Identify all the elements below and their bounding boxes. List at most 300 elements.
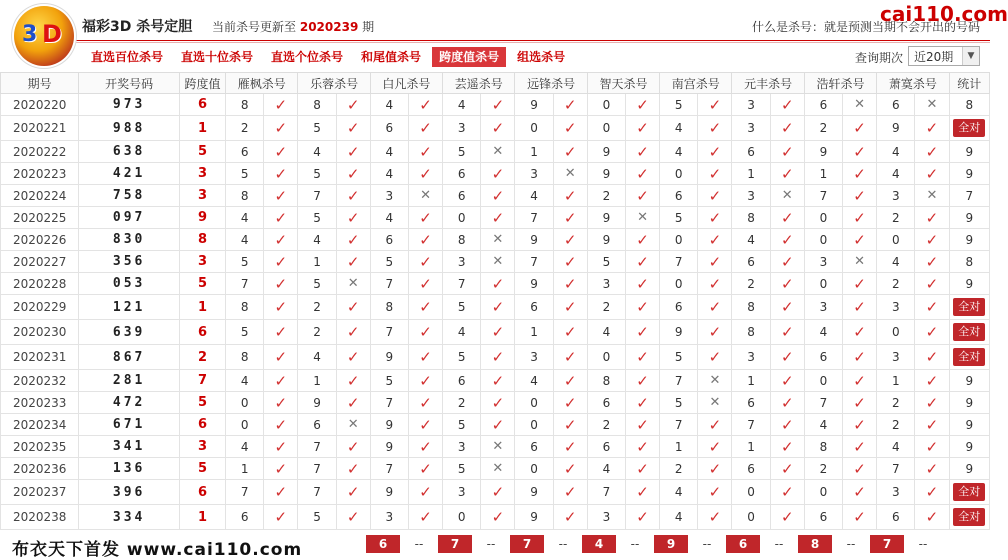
kill-number-cell: 5 <box>587 251 625 273</box>
stat-cell: 9 <box>949 414 989 436</box>
brand-logo[interactable]: cai110.com <box>880 2 1008 26</box>
check-icon: ✓ <box>481 345 515 370</box>
check-icon: ✓ <box>843 458 877 480</box>
kill-number-cell: 1 <box>804 163 842 185</box>
kill-number-cell: 3 <box>804 251 842 273</box>
period-select[interactable] <box>908 46 980 66</box>
cross-icon: ✕ <box>698 370 732 392</box>
check-icon: ✓ <box>698 436 732 458</box>
kill-number-cell: 5 <box>443 141 481 163</box>
span-value-cell: 8 <box>179 229 225 251</box>
table-row <box>1 141 990 163</box>
kill-number-cell: 9 <box>660 320 698 345</box>
kill-number-cell: 9 <box>370 345 408 370</box>
kill-number-cell: 4 <box>660 116 698 141</box>
kill-number-cell: 0 <box>804 370 842 392</box>
check-icon: ✓ <box>553 116 587 141</box>
kill-number-cell: 0 <box>804 273 842 295</box>
tab-3[interactable]: 和尾值杀号 <box>361 50 422 64</box>
all-correct-badge: 全对 <box>953 348 985 366</box>
check-icon: ✓ <box>770 163 804 185</box>
check-icon: ✓ <box>915 414 949 436</box>
span-value-cell: 6 <box>179 480 225 505</box>
draw-number-cell: 053 <box>79 273 179 295</box>
check-icon: ✓ <box>408 273 442 295</box>
check-icon: ✓ <box>698 207 732 229</box>
table-row <box>1 505 990 530</box>
next-kill-placeholder: -- <box>918 537 928 551</box>
issue-cell: 2020230 <box>1 320 79 345</box>
draw-number-cell: 988 <box>79 116 179 141</box>
check-icon: ✓ <box>264 320 298 345</box>
kill-number-cell: 3 <box>877 480 915 505</box>
check-icon: ✓ <box>625 345 659 370</box>
kill-number-cell: 5 <box>226 163 264 185</box>
cross-icon: ✕ <box>698 392 732 414</box>
kill-number-cell: 1 <box>732 370 770 392</box>
kill-number-cell: 2 <box>804 458 842 480</box>
check-icon: ✓ <box>408 94 442 116</box>
issue-cell: 2020223 <box>1 163 79 185</box>
span-value-cell: 5 <box>179 392 225 414</box>
check-icon: ✓ <box>625 163 659 185</box>
kill-number-cell: 8 <box>732 320 770 345</box>
kill-number-cell: 4 <box>443 320 481 345</box>
kill-number-cell: 0 <box>660 163 698 185</box>
cross-icon: ✕ <box>843 94 877 116</box>
check-icon: ✓ <box>408 251 442 273</box>
kill-number-cell: 6 <box>804 345 842 370</box>
check-icon: ✓ <box>481 273 515 295</box>
check-icon: ✓ <box>481 505 515 530</box>
table-row <box>1 94 990 116</box>
kill-number-cell: 1 <box>660 436 698 458</box>
update-status <box>212 18 374 35</box>
kill-number-cell: 7 <box>370 392 408 414</box>
header-expert: 萧寞杀号 <box>877 73 949 94</box>
next-kill-placeholder: -- <box>846 537 856 551</box>
check-icon: ✓ <box>336 251 370 273</box>
check-icon: ✓ <box>264 207 298 229</box>
next-kill-number: 8 <box>798 535 832 553</box>
kill-number-cell: 5 <box>370 370 408 392</box>
check-icon: ✓ <box>625 414 659 436</box>
kill-number-cell: 0 <box>660 229 698 251</box>
check-icon: ✓ <box>698 141 732 163</box>
update-prefix: 当前杀号更新至 <box>212 20 297 34</box>
kill-number-cell: 2 <box>877 414 915 436</box>
cross-icon: ✕ <box>481 229 515 251</box>
stat-cell <box>949 345 989 370</box>
check-icon: ✓ <box>264 163 298 185</box>
next-kill-placeholder: -- <box>702 537 712 551</box>
kill-number-cell: 0 <box>732 480 770 505</box>
kill-number-cell: 3 <box>443 436 481 458</box>
kill-number-cell: 7 <box>804 185 842 207</box>
check-icon: ✓ <box>843 207 877 229</box>
draw-number-cell: 830 <box>79 229 179 251</box>
issue-cell: 2020234 <box>1 414 79 436</box>
kill-number-cell: 6 <box>587 436 625 458</box>
kill-number-cell: 1 <box>732 436 770 458</box>
check-icon: ✓ <box>553 229 587 251</box>
cross-icon: ✕ <box>481 458 515 480</box>
kill-number-cell: 6 <box>804 94 842 116</box>
span-value-cell: 7 <box>179 370 225 392</box>
stat-cell: 7 <box>949 185 989 207</box>
kill-number-cell: 5 <box>660 207 698 229</box>
check-icon: ✓ <box>553 370 587 392</box>
check-icon: ✓ <box>625 370 659 392</box>
table-row <box>1 320 990 345</box>
chevron-down-icon[interactable]: ▼ <box>962 47 979 65</box>
tab-0[interactable]: 直选百位杀号 <box>91 50 164 64</box>
kill-number-cell: 8 <box>226 295 264 320</box>
kill-number-cell: 8 <box>443 229 481 251</box>
kill-number-cell: 5 <box>660 392 698 414</box>
kill-number-cell: 7 <box>732 414 770 436</box>
kill-number-cell: 4 <box>226 229 264 251</box>
draw-number-cell: 136 <box>79 458 179 480</box>
issue-cell: 2020238 <box>1 505 79 530</box>
kill-number-cell: 5 <box>443 295 481 320</box>
check-icon: ✓ <box>408 320 442 345</box>
kill-number-cell: 6 <box>877 94 915 116</box>
check-icon: ✓ <box>264 273 298 295</box>
table-row <box>1 116 990 141</box>
kill-number-cell: 4 <box>660 480 698 505</box>
check-icon: ✓ <box>770 370 804 392</box>
check-icon: ✓ <box>843 273 877 295</box>
kill-number-cell: 4 <box>298 141 336 163</box>
kill-number-cell: 7 <box>877 458 915 480</box>
kill-number-cell: 3 <box>370 185 408 207</box>
kill-number-cell: 0 <box>732 505 770 530</box>
kill-number-cell: 6 <box>370 229 408 251</box>
kill-number-cell: 0 <box>443 505 481 530</box>
kill-number-cell: 6 <box>660 185 698 207</box>
issue-cell: 2020235 <box>1 436 79 458</box>
kill-number-cell: 7 <box>660 370 698 392</box>
stat-cell <box>949 116 989 141</box>
check-icon: ✓ <box>843 229 877 251</box>
check-icon: ✓ <box>336 94 370 116</box>
kill-number-cell: 5 <box>443 414 481 436</box>
tab-2[interactable]: 直选个位杀号 <box>271 50 344 64</box>
check-icon: ✓ <box>481 295 515 320</box>
issue-cell: 2020226 <box>1 229 79 251</box>
draw-number-cell: 671 <box>79 414 179 436</box>
tab-5[interactable]: 组选杀号 <box>517 50 566 64</box>
table-row <box>1 370 990 392</box>
cross-icon: ✕ <box>915 94 949 116</box>
issue-cell: 2020236 <box>1 458 79 480</box>
kill-number-cell: 5 <box>226 251 264 273</box>
table-row <box>1 163 990 185</box>
check-icon: ✓ <box>264 94 298 116</box>
next-kill-number: 9 <box>654 535 688 553</box>
kill-number-cell: 9 <box>587 141 625 163</box>
span-value-cell: 1 <box>179 505 225 530</box>
kill-number-cell: 5 <box>298 273 336 295</box>
kill-number-cell: 9 <box>587 229 625 251</box>
check-icon: ✓ <box>553 480 587 505</box>
logo-letter: D <box>42 20 62 48</box>
issue-cell: 2020227 <box>1 251 79 273</box>
check-icon: ✓ <box>698 185 732 207</box>
check-icon: ✓ <box>336 116 370 141</box>
header-expert: 芸遥杀号 <box>443 73 515 94</box>
stat-cell <box>949 295 989 320</box>
check-icon: ✓ <box>264 345 298 370</box>
stat-cell: 9 <box>949 392 989 414</box>
next-kill-number: 7 <box>510 535 544 553</box>
kill-number-hint[interactable]: 什么是杀号：就是预测当期不会开出的号码 <box>752 20 981 34</box>
check-icon: ✓ <box>553 320 587 345</box>
kill-number-cell: 0 <box>443 207 481 229</box>
kill-number-cell: 4 <box>226 436 264 458</box>
cross-icon: ✕ <box>843 251 877 273</box>
kill-number-cell: 0 <box>515 458 553 480</box>
draw-number-cell: 867 <box>79 345 179 370</box>
draw-number-cell: 341 <box>79 436 179 458</box>
issue-cell: 2020232 <box>1 370 79 392</box>
kill-number-cell: 3 <box>443 251 481 273</box>
kill-number-cell: 9 <box>515 480 553 505</box>
app-title: 福彩3D 杀号定胆 <box>82 19 193 35</box>
header-issue: 期号 <box>1 73 79 94</box>
kill-number-cell: 0 <box>587 116 625 141</box>
kill-number-cell: 6 <box>732 392 770 414</box>
kill-number-cell: 7 <box>298 480 336 505</box>
check-icon: ✓ <box>915 229 949 251</box>
all-correct-badge: 全对 <box>953 508 985 526</box>
issue-cell: 2020229 <box>1 295 79 320</box>
stat-cell: 8 <box>949 251 989 273</box>
check-icon: ✓ <box>698 480 732 505</box>
kill-number-cell: 9 <box>804 141 842 163</box>
kill-number-cell: 4 <box>515 185 553 207</box>
check-icon: ✓ <box>698 345 732 370</box>
table-row <box>1 185 990 207</box>
check-icon: ✓ <box>915 392 949 414</box>
check-icon: ✓ <box>843 505 877 530</box>
check-icon: ✓ <box>481 116 515 141</box>
kill-number-cell: 6 <box>660 295 698 320</box>
kill-number-cell: 4 <box>877 141 915 163</box>
check-icon: ✓ <box>915 345 949 370</box>
kill-number-cell: 4 <box>298 345 336 370</box>
check-icon: ✓ <box>336 505 370 530</box>
check-icon: ✓ <box>843 141 877 163</box>
kill-number-cell: 1 <box>298 370 336 392</box>
kill-number-cell: 4 <box>877 251 915 273</box>
header-expert: 元丰杀号 <box>732 73 804 94</box>
check-icon: ✓ <box>625 295 659 320</box>
kill-number-cell: 0 <box>877 320 915 345</box>
kill-number-cell: 8 <box>226 185 264 207</box>
kill-number-cell: 5 <box>443 458 481 480</box>
tab-1[interactable]: 直选十位杀号 <box>181 50 254 64</box>
draw-number-cell: 396 <box>79 480 179 505</box>
kill-number-cell: 6 <box>226 505 264 530</box>
kill-number-cell: 0 <box>587 345 625 370</box>
table-row <box>1 414 990 436</box>
footer <box>0 531 990 560</box>
check-icon: ✓ <box>408 414 442 436</box>
check-icon: ✓ <box>625 392 659 414</box>
check-icon: ✓ <box>770 141 804 163</box>
kill-number-cell: 5 <box>370 251 408 273</box>
check-icon: ✓ <box>915 370 949 392</box>
check-icon: ✓ <box>698 505 732 530</box>
check-icon: ✓ <box>625 116 659 141</box>
kill-number-cell: 3 <box>443 480 481 505</box>
kill-number-cell: 1 <box>298 251 336 273</box>
check-icon: ✓ <box>698 458 732 480</box>
kill-number-cell: 2 <box>587 185 625 207</box>
stat-cell: 9 <box>949 370 989 392</box>
next-kill-row <box>366 535 942 553</box>
check-icon: ✓ <box>336 392 370 414</box>
check-icon: ✓ <box>915 436 949 458</box>
issue-cell: 2020237 <box>1 480 79 505</box>
kill-number-cell: 4 <box>370 207 408 229</box>
check-icon: ✓ <box>408 141 442 163</box>
kill-number-cell: 4 <box>443 94 481 116</box>
check-icon: ✓ <box>264 229 298 251</box>
kill-number-cell: 5 <box>298 116 336 141</box>
check-icon: ✓ <box>481 185 515 207</box>
check-icon: ✓ <box>625 505 659 530</box>
next-kill-number: 6 <box>366 535 400 553</box>
check-icon: ✓ <box>553 505 587 530</box>
check-icon: ✓ <box>698 273 732 295</box>
draw-number-cell: 334 <box>79 505 179 530</box>
header-stat: 统计 <box>949 73 989 94</box>
kill-number-cell: 3 <box>587 505 625 530</box>
kill-number-cell: 6 <box>515 295 553 320</box>
stat-cell <box>949 320 989 345</box>
kill-number-cell: 0 <box>660 273 698 295</box>
header <box>0 0 1008 48</box>
kill-number-cell: 1 <box>515 141 553 163</box>
draw-number-cell: 758 <box>79 185 179 207</box>
kill-number-cell: 3 <box>732 94 770 116</box>
header-expert: 雁枫杀号 <box>226 73 298 94</box>
kill-number-cell: 7 <box>587 480 625 505</box>
check-icon: ✓ <box>408 392 442 414</box>
kill-number-cell: 7 <box>804 392 842 414</box>
kill-number-cell: 7 <box>226 273 264 295</box>
check-icon: ✓ <box>336 229 370 251</box>
kill-number-cell: 4 <box>370 141 408 163</box>
check-icon: ✓ <box>770 207 804 229</box>
check-icon: ✓ <box>770 320 804 345</box>
draw-number-cell: 638 <box>79 141 179 163</box>
kill-number-cell: 0 <box>515 414 553 436</box>
table-row <box>1 345 990 370</box>
check-icon: ✓ <box>843 414 877 436</box>
span-value-cell: 6 <box>179 320 225 345</box>
kill-number-cell: 4 <box>804 320 842 345</box>
cross-icon: ✕ <box>481 436 515 458</box>
kill-number-cell: 2 <box>298 320 336 345</box>
span-value-cell: 3 <box>179 163 225 185</box>
tab-4[interactable]: 跨度值杀号 <box>432 47 506 67</box>
kill-number-cell: 3 <box>515 163 553 185</box>
span-value-cell: 5 <box>179 458 225 480</box>
kill-number-cell: 9 <box>298 392 336 414</box>
kill-number-cell: 8 <box>298 94 336 116</box>
span-value-cell: 6 <box>179 414 225 436</box>
stat-cell <box>949 480 989 505</box>
check-icon: ✓ <box>553 273 587 295</box>
draw-number-cell: 421 <box>79 163 179 185</box>
table-row <box>1 273 990 295</box>
issue-cell: 2020220 <box>1 94 79 116</box>
check-icon: ✓ <box>770 436 804 458</box>
cross-icon: ✕ <box>336 414 370 436</box>
cross-icon: ✕ <box>481 141 515 163</box>
cross-icon: ✕ <box>336 273 370 295</box>
check-icon: ✓ <box>915 251 949 273</box>
check-icon: ✓ <box>915 116 949 141</box>
logo-digit: 3 <box>22 22 38 47</box>
kill-number-cell: 9 <box>515 94 553 116</box>
span-value-cell: 3 <box>179 436 225 458</box>
kill-number-cell: 5 <box>298 163 336 185</box>
check-icon: ✓ <box>843 392 877 414</box>
kill-number-cell: 0 <box>226 392 264 414</box>
kill-number-cell: 7 <box>298 458 336 480</box>
check-icon: ✓ <box>915 163 949 185</box>
kill-number-cell: 9 <box>370 414 408 436</box>
check-icon: ✓ <box>264 436 298 458</box>
kill-number-cell: 2 <box>587 295 625 320</box>
kill-number-cell: 4 <box>370 94 408 116</box>
check-icon: ✓ <box>843 370 877 392</box>
kill-number-cell: 8 <box>226 345 264 370</box>
issue-cell: 2020231 <box>1 345 79 370</box>
kill-number-cell: 6 <box>587 392 625 414</box>
stat-cell: 9 <box>949 436 989 458</box>
check-icon: ✓ <box>625 273 659 295</box>
check-icon: ✓ <box>770 251 804 273</box>
check-icon: ✓ <box>625 436 659 458</box>
kill-number-cell: 2 <box>660 458 698 480</box>
check-icon: ✓ <box>698 414 732 436</box>
check-icon: ✓ <box>843 345 877 370</box>
kill-number-cell: 5 <box>660 345 698 370</box>
check-icon: ✓ <box>698 295 732 320</box>
kill-number-cell: 7 <box>298 185 336 207</box>
kill-number-cell: 9 <box>515 229 553 251</box>
header-expert: 浩轩杀号 <box>804 73 876 94</box>
kill-number-cell: 5 <box>443 345 481 370</box>
kill-number-cell: 2 <box>732 273 770 295</box>
kill-number-cell: 4 <box>226 207 264 229</box>
next-kill-number: 6 <box>726 535 760 553</box>
kill-number-cell: 6 <box>443 370 481 392</box>
check-icon: ✓ <box>770 229 804 251</box>
kill-number-cell: 9 <box>587 163 625 185</box>
kill-number-cell: 1 <box>877 370 915 392</box>
check-icon: ✓ <box>336 163 370 185</box>
kill-number-cell: 0 <box>587 94 625 116</box>
kill-number-cell: 0 <box>515 392 553 414</box>
check-icon: ✓ <box>698 163 732 185</box>
